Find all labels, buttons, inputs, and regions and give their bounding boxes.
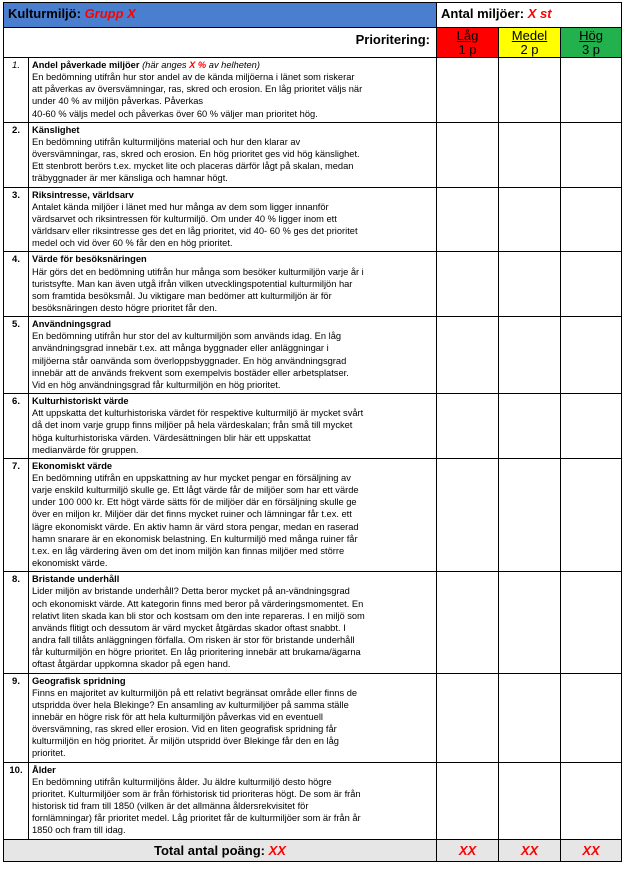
title-prefix: Kulturmiljö: (8, 6, 81, 21)
score-cell-medium[interactable] (499, 394, 561, 459)
criterion-description-line: kulturmiljön en hög prioritet. Är miljön utspridd över Blekinge får den en låg (32, 736, 339, 747)
criterion-description-line: prioritet. (32, 748, 66, 759)
criterion-title-text: Värde för besöksnäringen (32, 254, 147, 265)
criterion-row (4, 762, 622, 839)
criterion-description-line: medianvärde för gruppen. (32, 444, 139, 455)
priority-row (4, 28, 622, 58)
group-name: Grupp X (84, 6, 136, 21)
title-cell (4, 3, 437, 28)
criterion-content (29, 252, 437, 317)
criterion-description-line: relativt liten skada kan bli stor och kostsam om den inte repareras. I en miljö som (32, 610, 365, 621)
criterion-note-x: X % (189, 60, 207, 70)
criterion-description-line: Vid en hög användningsgrad får kulturmiljön en hög prioritet. (32, 379, 281, 390)
criterion-description-line: hamn snarare är en ekonomisk belastning. En kulturmiljö med många ruiner får (32, 533, 358, 544)
criterion-description-line: En bedömning utifrån hur stor andel av de kända miljöerna i länet som riskerar (32, 72, 355, 83)
criterion-title-text: Riksintresse, världsarv (32, 189, 134, 200)
score-cell-medium[interactable] (499, 122, 561, 187)
score-cell-high[interactable] (561, 673, 622, 762)
score-cell-low[interactable] (437, 572, 499, 673)
score-cell-medium[interactable] (499, 762, 561, 839)
criterion-number: 9. (4, 673, 29, 762)
criterion-description-line: Att uppskatta det kulturhistoriska värdet för respektive kulturmiljö är mycket svårt (32, 408, 364, 419)
total-value-medium: XX (520, 842, 539, 858)
criterion-content (29, 762, 437, 839)
criterion-description-line: och ekonomiskt värde. Att kategorin finns med beror på värderingsmomentet. En (32, 598, 364, 609)
total-value-high: XX (582, 842, 600, 858)
criterion-row (4, 458, 622, 571)
criterion-number: 4. (4, 252, 29, 317)
criterion-description-line: 1850 och fram till idag. (32, 825, 126, 836)
criterion-description-line: får kulturmiljön en högre prioritet. En låg prioritering innebär att brukarna/ägarna (32, 647, 361, 658)
level-high-points: 3 p (581, 42, 601, 57)
criterion-description-line: används flitigt och dessutom är värd mycket åtgärdas skador oftast snabbt. I (32, 622, 346, 633)
criterion-title (32, 189, 433, 201)
criterion-number: 7. (4, 458, 29, 571)
level-high-name: Hög (579, 28, 603, 43)
score-cell-medium[interactable] (499, 252, 561, 317)
criterion-content (29, 187, 437, 252)
criterion-description-line: under 100 000 kr. Ett högt värde sätts för de miljöer där en försäljning skulle ge (32, 497, 357, 508)
total-label-x: XX (268, 842, 286, 858)
score-cell-low[interactable] (437, 394, 499, 459)
criterion-description-line: turistsyfte. Man kan även utgå ifrån vilken utvecklingspotential kulturmiljön har (32, 278, 353, 289)
criterion-title-text: Bristande underhåll (32, 574, 120, 585)
score-cell-high[interactable] (561, 187, 622, 252)
criterion-description-line: Ett stenbrott berörs t.ex. mycket lite och placeras därför lågt på skalan, medan (32, 161, 354, 172)
criterion-content (29, 58, 437, 123)
criterion-row (4, 572, 622, 673)
criterion-description-line: träbyggnader är mer känsliga och hamnar högt. (32, 173, 228, 184)
score-cell-low[interactable] (437, 252, 499, 317)
criterion-description-line: översvämning, ras skred eller erosion. Vid en liten geografisk spridning får (32, 724, 337, 735)
criterion-row (4, 252, 622, 317)
criterion-description-line: innebär en högre risk för att hela kulturmiljön påverkas vid en eventuell (32, 711, 323, 722)
criterion-description-line: då det inom varje grupp finns miljöer på hela värdeskalan; från små till mycket (32, 420, 353, 431)
criterion-title-text: Ålder (32, 764, 56, 775)
criterion-content (29, 673, 437, 762)
criterion-title (32, 573, 433, 585)
criterion-content (29, 458, 437, 571)
criterion-description-line: En bedömning utifrån kulturmiljöns ålder. Ju äldre kulturmiljö desto högre (32, 776, 332, 787)
total-label (4, 839, 437, 861)
criterion-title (32, 124, 433, 136)
criterion-title-text: Känslighet (32, 124, 80, 135)
criterion-description-line: fornlämningar) får prioritet medel. Låg prioritet får de kulturmiljöer som är från år (32, 813, 361, 824)
priority-label: Prioritering: (4, 28, 437, 58)
score-cell-high[interactable] (561, 317, 622, 394)
level-medium-points: 2 p (520, 42, 539, 57)
criterion-description-line: En bedömning utifrån hur stor del av kulturmiljön som används idag. En låg (32, 331, 342, 342)
criterion-description-line: 40-60 % väljs medel och påverkas över 60 % väljer man prioritet hög. (32, 108, 318, 119)
count-prefix: Antal miljöer: (441, 6, 525, 21)
criterion-description-line: Lider miljön av bristande underhåll? Detta beror mycket på an-vändningsgrad (32, 586, 350, 597)
score-cell-low[interactable] (437, 187, 499, 252)
score-cell-high[interactable] (561, 762, 622, 839)
score-cell-medium[interactable] (499, 458, 561, 571)
criterion-description-line: Antalet kända miljöer i länet med hur många av dem som ligger innanför (32, 201, 329, 212)
criterion-description-line: under 40 % av miljön påverkas. Påverkas (32, 96, 204, 107)
score-cell-low[interactable] (437, 58, 499, 123)
score-cell-high[interactable] (561, 252, 622, 317)
criterion-description-line: miljöerna står oanvända som överloppsbyggnader. En hög användningsgrad (32, 355, 347, 366)
score-cell-low[interactable] (437, 122, 499, 187)
score-cell-medium[interactable] (499, 572, 561, 673)
criterion-number: 5. (4, 317, 29, 394)
criterion-description-line: oftast åtgärdar uppkomna skador på egen hand. (32, 659, 231, 670)
criterion-title (32, 318, 433, 330)
criterion-description-line: världsarv eller riksintresse ges det en låg prioritet, vid 40- 60 % ges det prioritet (32, 226, 358, 237)
score-cell-low[interactable] (437, 458, 499, 571)
total-label-text: Total antal poäng: (154, 842, 265, 858)
criterion-description-line: att påverkas av översvämningar, ras, skred och erosion. En låg prioritet väljs när (32, 84, 363, 95)
criterion-description-line: användningsgrad innebär t.ex. att många byggnader eller anläggningar i (32, 343, 329, 354)
criterion-number: 2. (4, 122, 29, 187)
total-cell-medium (499, 839, 561, 861)
criterion-title-text: Användningsgrad (32, 319, 112, 330)
criterion-row (4, 122, 622, 187)
score-cell-high[interactable] (561, 458, 622, 571)
score-cell-medium[interactable] (499, 317, 561, 394)
total-cell-high (561, 839, 622, 861)
criterion-title-text: Kulturhistoriskt värde (32, 396, 129, 407)
header-row (4, 3, 622, 28)
score-cell-high[interactable] (561, 572, 622, 673)
score-cell-low[interactable] (437, 673, 499, 762)
score-cell-medium[interactable] (499, 187, 561, 252)
score-cell-low[interactable] (437, 317, 499, 394)
criterion-description-line: t.ex. en låg värdering även om det inom miljön kan finnas miljöer med större (32, 545, 345, 556)
total-value-low: XX (458, 842, 477, 858)
criterion-note-prefix: (här anges (142, 60, 187, 70)
level-low-name: Låg (456, 28, 479, 43)
criterion-title (32, 59, 433, 71)
criterion-description-line: utspridda över hela Blekinge? En ansamling av kulturmiljöer på samma ställe (32, 699, 349, 710)
criterion-description-line: som framtida besöksmål. Ju viktigare man bedömer att kulturmiljön är för (32, 290, 332, 301)
criterion-title-text: Andel påverkade miljöer (32, 60, 140, 70)
score-cell-high[interactable] (561, 394, 622, 459)
criterion-title (32, 460, 433, 472)
level-medium (499, 28, 561, 58)
total-row (4, 839, 622, 861)
criterion-content (29, 394, 437, 459)
prioritization-form (3, 2, 621, 892)
criterion-description-line: Här görs det en bedömning utifrån hur många som besöker kulturmiljön varje år i (32, 266, 364, 277)
criterion-description-line: innebär att de används frekvent som exempelvis bostäder eller arbetsplatser. (32, 367, 349, 378)
criterion-number: 6. (4, 394, 29, 459)
criterion-description-line: översvämningar, ras, skred och erosion. En hög prioritet ges vid hög känslighet. (32, 149, 360, 160)
criterion-description-line: prioritet. Kulturmiljöer som är från förhistorisk tid prioriteras högt. De som är från (32, 788, 361, 799)
score-cell-high[interactable] (561, 122, 622, 187)
criterion-description-line: En bedömning utifrån kulturmiljöns material och hur den klarar av (32, 136, 301, 147)
criterion-title (32, 675, 433, 687)
total-cell-low (437, 839, 499, 861)
score-cell-high[interactable] (561, 58, 622, 123)
criteria-table (3, 2, 622, 862)
criterion-row (4, 58, 622, 123)
criterion-description-line: värdsarvet och riksintressen för kulturmiljö. Om under 40 % ligger inom ett (32, 213, 337, 224)
criterion-title (32, 764, 433, 776)
criterion-title-text: Ekonomiskt värde (32, 460, 113, 471)
level-low-points: 1 p (458, 42, 477, 57)
criterion-description-line: andra fall tillåts anläggningen förfalla. Om risken är stor för bristande underhåll (32, 635, 355, 646)
criterion-row (4, 394, 622, 459)
criterion-row (4, 673, 622, 762)
criterion-description-line: Finns en majoritet av kulturmiljön på ett relativt begränsat område eller finns de (32, 687, 358, 698)
criterion-number: 3. (4, 187, 29, 252)
criterion-number: 1. (4, 58, 29, 123)
criterion-title (32, 395, 433, 407)
level-medium-name: Medel (511, 28, 548, 43)
score-cell-medium[interactable] (499, 673, 561, 762)
criterion-description-line: historisk tid fram till 1850 (vilken är det allmänna åldersrekvisitet för (32, 801, 309, 812)
criterion-number: 10. (4, 762, 29, 839)
criterion-description-line: ekonomiskt värde. (32, 558, 108, 569)
criterion-content (29, 122, 437, 187)
criterion-number: 8. (4, 572, 29, 673)
criterion-content (29, 572, 437, 673)
criterion-row (4, 187, 622, 252)
criterion-description-line: över en miljon kr. Miljöer där det finns mycket ruiner och lämningar får t.ex. ett (32, 509, 352, 520)
criterion-content (29, 317, 437, 394)
criterion-note-suffix: av helheten) (208, 60, 260, 70)
level-low (437, 28, 499, 58)
criterion-title-text: Geografisk spridning (32, 675, 126, 686)
criterion-title (32, 253, 433, 265)
criterion-description-line: En bedömning utifrån en uppskattning av hur mycket pengar en försäljning av (32, 473, 351, 483)
score-cell-low[interactable] (437, 762, 499, 839)
criterion-description-line: varje enskild kulturmiljö skulle ge. Ett lågt värde får de miljöer som har ett värde (32, 485, 359, 496)
level-high (561, 28, 622, 58)
criterion-row (4, 317, 622, 394)
score-cell-medium[interactable] (499, 58, 561, 123)
criterion-description-line: höga kulturhistoriska värden. Värdesättningen blir här ett uppskattat (32, 432, 311, 443)
criterion-description-line: medel och vid över 60 % får den en hög prioritet. (32, 238, 233, 249)
criterion-description-line: lägre ekonomiskt värde. En aktiv hamn är värd stora pengar, medan en raserad (32, 521, 359, 532)
criterion-description-line: besöksnäringen desto högre prioritet får den. (32, 302, 218, 313)
count-cell (437, 3, 622, 28)
count-value: X st (527, 6, 552, 21)
